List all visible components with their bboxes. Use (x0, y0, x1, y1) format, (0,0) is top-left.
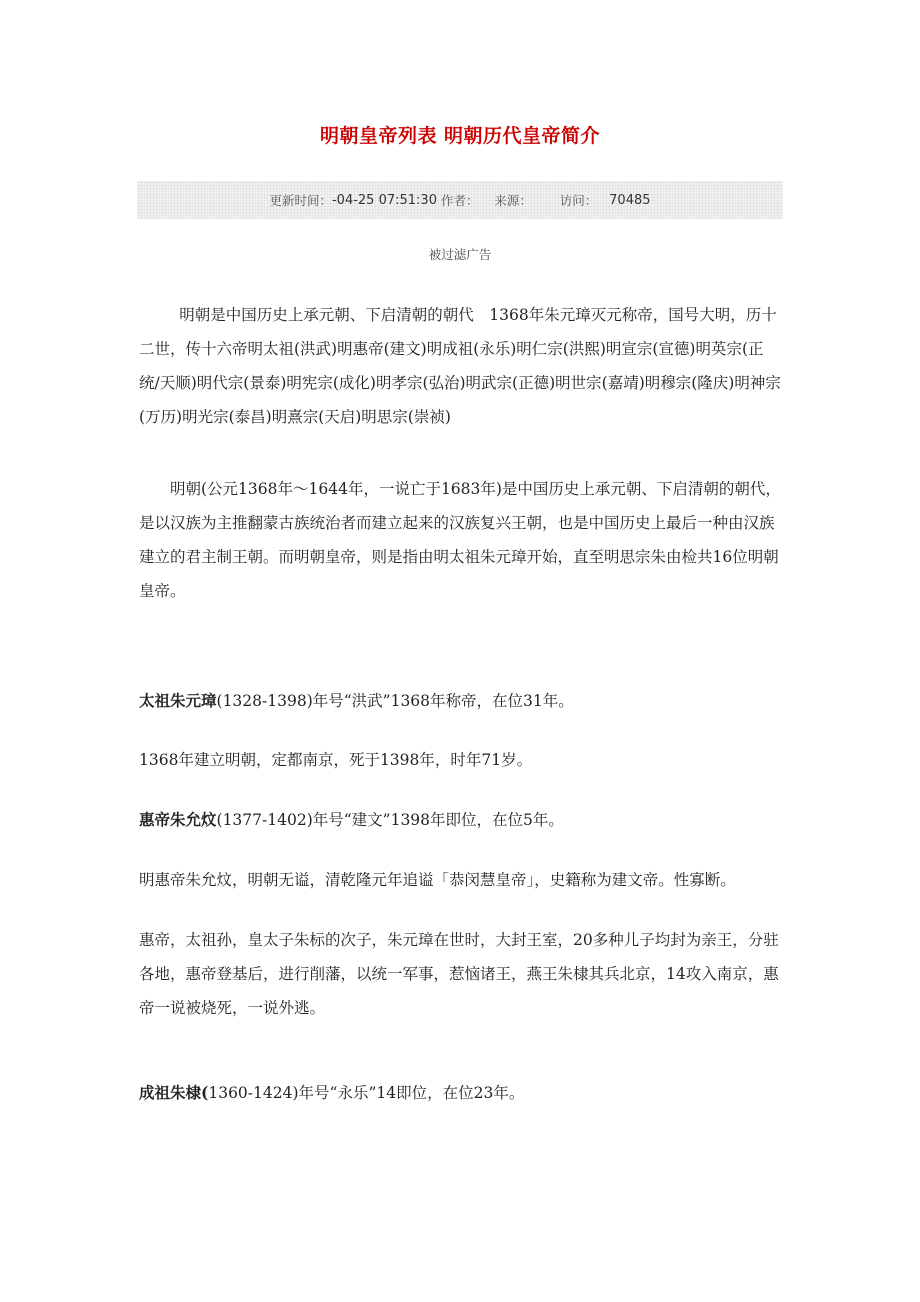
emperor-entry-chengzu (139, 1076, 799, 1110)
intro-paragraph-1: 明朝是中国历史上承元朝、下启清朝的朝代 1368年朱元璋灭元称帝，国号大明，历十二世，传十六帝明太祖(洪武)明惠帝(建文)明成祖(永乐)明仁宗(洪熙)明宣宗(宣德)明英宗(正统/天顺)明代宗(景泰)明宪宗(成化)明孝宗(弘治)明武宗(正德)明世宗(嘉靖)明穆宗(隆庆)明神宗(万历)明光宗(泰昌)明熹宗(天启)明思宗(崇祯) (139, 306, 781, 426)
emperor-entry-huidi (139, 803, 799, 837)
author-label: 作者： (440, 193, 479, 208)
emperor-name: 成祖朱棣( (139, 1083, 209, 1102)
emperor-details: (1377-1402)年号“建文”1398年即位，在位5年。 (216, 811, 564, 829)
source-label: 来源： (494, 193, 532, 208)
page-title: 明朝皇帝列表 明朝历代皇帝简介 (319, 125, 601, 147)
taizu-note: 1368年建立明朝，定都南京，死于1398年，时年71岁。 (139, 751, 533, 769)
emperor-details: (1328-1398)年号“洪武”1368年称帝，在位31年。 (216, 692, 574, 710)
emperor-name: 惠帝朱允炆 (139, 810, 217, 829)
visits-label: 访问： (559, 193, 598, 208)
visits-value: 70485 (609, 192, 651, 208)
huidi-note-1: 明惠帝朱允炆，明朝无谥，清乾隆元年追谥「恭闵慧皇帝」，史籍称为建文帝。性寡断。 (139, 871, 736, 889)
emperor-details: 1360-1424)年号“永乐”14即位，在位23年。 (208, 1084, 525, 1102)
emperor-entry-taizu (139, 684, 799, 718)
huidi-note-2: 惠帝，太祖孙，皇太子朱标的次子，朱元璋在世时，大封王室，20多种儿子均封为亲王，分驻各地，惠帝登基后，进行削藩，以统一军事，惹恼诸王，燕王朱棣其兵北京，14攻入南京，惠帝一说被烧死，一说外逃。 (139, 931, 779, 1017)
intro-paragraph-2: 明朝(公元1368年～1644年，一说亡于1683年)是中国历史上承元朝、下启清朝的朝代，是以汉族为主推翻蒙古族统治者而建立起来的汉族复兴王朝，也是中国历史上最后一种由汉族建立的君主制王朝。而明朝皇帝，则是指由明太祖朱元璋开始，直至明思宗朱由检共16位明朝皇帝。 (139, 480, 781, 600)
emperor-name: 太祖朱元璋 (139, 691, 217, 710)
article-meta-bar (137, 181, 783, 219)
updated-label: 更新时间： (269, 193, 332, 208)
filtered-ad-note: 被过滤广告 (428, 247, 492, 262)
updated-value: -04-25 07:51:30 (331, 192, 437, 208)
